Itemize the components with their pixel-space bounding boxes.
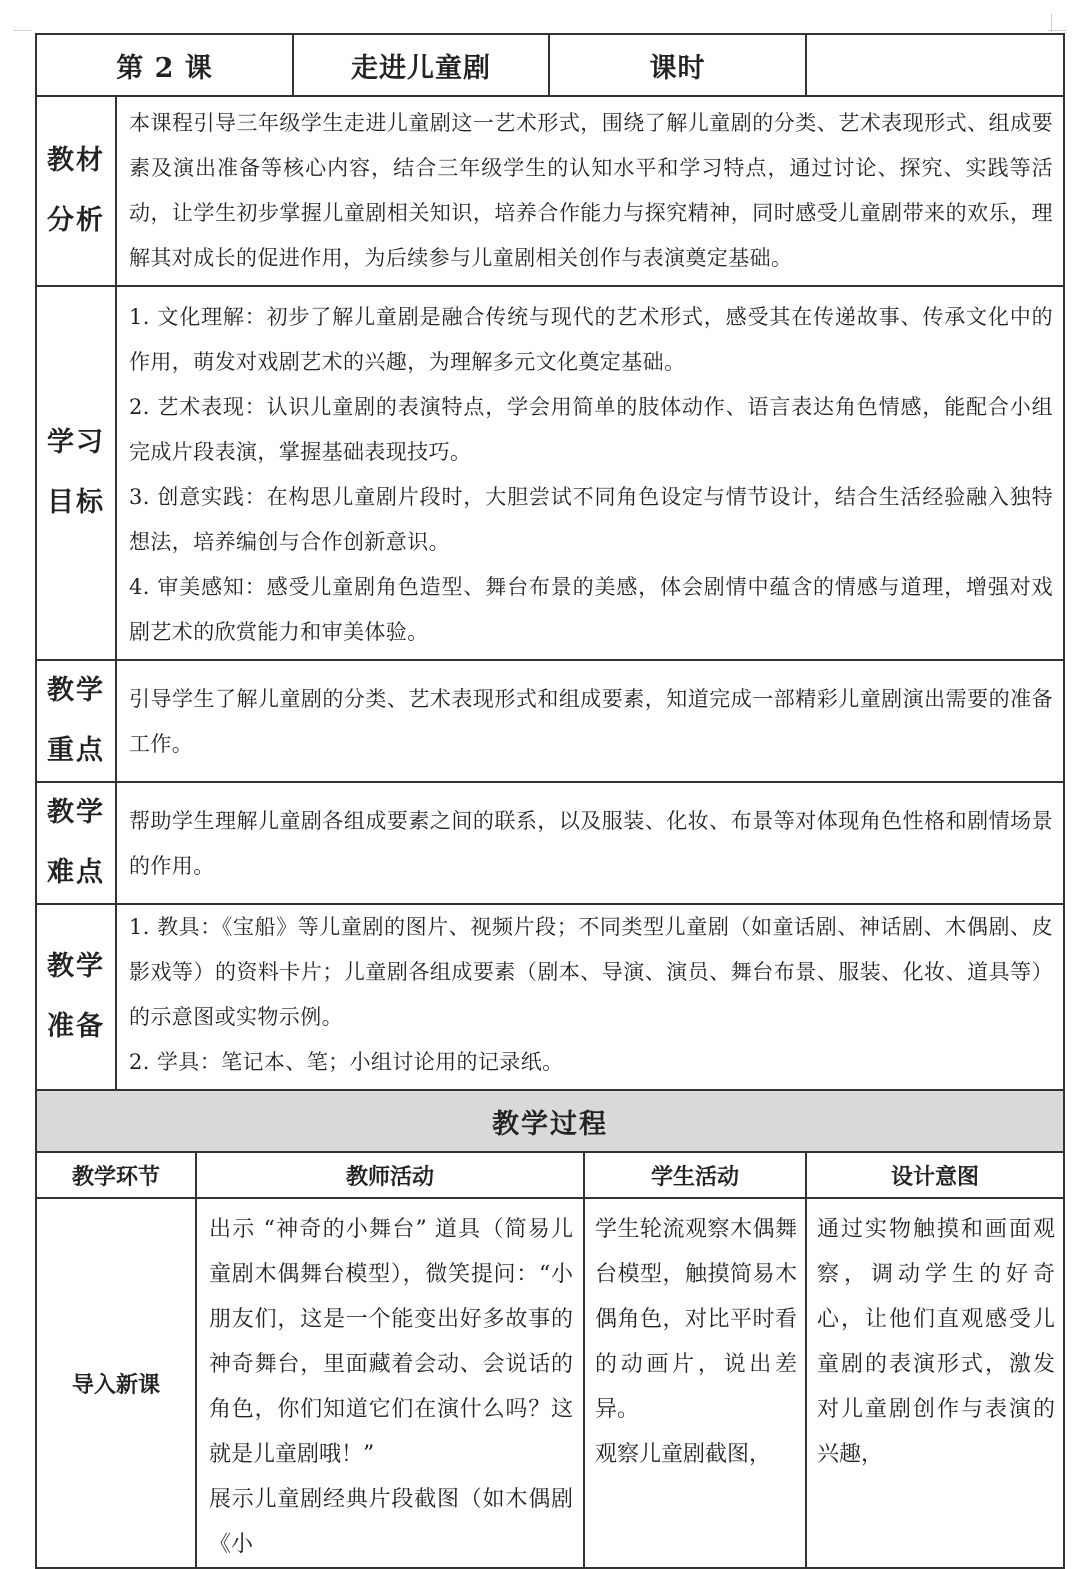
key-points-paragraph: 引导学生了解儿童剧的分类、艺术表现形式和组成要素，知道完成一部精彩儿童剧演出需要的准备工作。 bbox=[129, 687, 1054, 756]
process-stage: 导入新课 bbox=[36, 1198, 196, 1568]
analysis-paragraph: 本课程引导三年级学生走进儿童剧这一艺术形式，围绕了解儿童剧的分类、艺术表现形式、组成要素及演出准备等核心内容，结合三年级学生的认知水平和学习特点，通过讨论、探究、实践等活动，让学生初步掌握儿童剧相关知识，培养合作能力与探究精神，同时感受儿童剧带来的欢乐，理解其对成长的促进作用，为后续参与儿童剧相关创作与表演奠定基础。 bbox=[129, 111, 1054, 270]
header-row bbox=[36, 34, 1064, 96]
design-intent-paragraph: 通过实物触摸和画面观察，调动学生的好奇心，让他们直观感受儿童剧的表演形式，激发对儿童剧创作与表演的兴趣， bbox=[817, 1217, 1056, 1467]
key-points-text bbox=[116, 660, 1064, 782]
objective-item: 3. 创意实践：在构思儿童剧片段时，大胆尝试不同角色设定与情节设计，结合生活经验融入独特想法，培养编创与合作创新意识。 bbox=[129, 485, 1054, 554]
key-points-row bbox=[36, 660, 1064, 782]
teacher-activity-paragraph: 出示 “神奇的小舞台” 道具（简易儿童剧木偶舞台模型），微笑提问：“小朋友们，这是一个能变出好多故事的神奇舞台，里面藏着会动、会说话的角色，你们知道它们在演什么吗？这就是儿童剧哦！” bbox=[209, 1217, 574, 1467]
objectives-label-line1: 学习 bbox=[47, 427, 105, 458]
difficulties-row bbox=[36, 782, 1064, 904]
student-activity-paragraph: 学生轮流观察木偶舞台模型，触摸简易木偶角色，对比平时看的动画片，说出差异。 bbox=[595, 1217, 798, 1422]
difficulties-label-line2: 难点 bbox=[47, 857, 105, 888]
preparation-label-line2: 准备 bbox=[47, 1011, 105, 1042]
difficulties-paragraph: 帮助学生理解儿童剧各组成要素之间的联系，以及服装、化妆、布景等对体现角色性格和剧情场景的作用。 bbox=[129, 809, 1054, 878]
analysis-row bbox=[36, 96, 1064, 286]
objective-item: 1. 文化理解：初步了解儿童剧是融合传统与现代的艺术形式，感受其在传递故事、传承文化中的作用，萌发对戏剧艺术的兴趣，为理解多元文化奠定基础。 bbox=[129, 305, 1054, 374]
lesson-title: 走进儿童剧 bbox=[293, 34, 549, 96]
preparation-text bbox=[116, 904, 1064, 1090]
page-corner-mark-right-vertical bbox=[1051, 14, 1052, 32]
process-column-headers bbox=[36, 1152, 1064, 1198]
teacher-activity-paragraph: 展示儿童剧经典片段截图（如木偶剧《小 bbox=[209, 1487, 574, 1557]
objectives-text bbox=[116, 286, 1064, 660]
analysis-text bbox=[116, 96, 1064, 286]
difficulties-label-line1: 教学 bbox=[47, 797, 105, 828]
column-header-stage: 教学环节 bbox=[36, 1152, 196, 1198]
column-header-student: 学生活动 bbox=[584, 1152, 806, 1198]
preparation-label-line1: 教学 bbox=[47, 951, 105, 982]
objective-item: 2. 艺术表现：认识儿童剧的表演特点，学会用简单的肢体动作、语言表达角色情感，能配合小组完成片段表演，掌握基础表现技巧。 bbox=[129, 395, 1054, 464]
column-header-teacher: 教师活动 bbox=[196, 1152, 584, 1198]
analysis-label-line2: 分析 bbox=[47, 205, 105, 236]
preparation-item: 2. 学具：笔记本、笔；小组讨论用的记录纸。 bbox=[129, 1050, 564, 1074]
process-title: 教学过程 bbox=[36, 1090, 1064, 1152]
page-corner-mark-left bbox=[14, 30, 32, 31]
design-intent bbox=[806, 1198, 1064, 1568]
page-top-edge bbox=[0, 0, 1080, 34]
objective-item: 4. 审美感知：感受儿童剧角色造型、舞台布景的美感，体会剧情中蕴含的情感与道理，增强对戏剧艺术的欣赏能力和审美体验。 bbox=[129, 575, 1054, 644]
difficulties-label bbox=[36, 782, 116, 904]
student-activity bbox=[584, 1198, 806, 1568]
teacher-activity bbox=[196, 1198, 584, 1568]
period-value bbox=[806, 34, 1064, 96]
objectives-label bbox=[36, 286, 116, 660]
preparation-item: 1. 教具：《宝船》等儿童剧的图片、视频片段；不同类型儿童剧（如童话剧、神话剧、木偶剧、皮影戏等）的资料卡片；儿童剧各组成要素（剧本、导演、演员、舞台布景、服装、化妆、道具等）的示意图或实物示例。 bbox=[129, 915, 1054, 1029]
period-label: 课时 bbox=[549, 34, 806, 96]
analysis-label-line1: 教材 bbox=[47, 145, 105, 176]
objectives-row bbox=[36, 286, 1064, 660]
preparation-label bbox=[36, 904, 116, 1090]
difficulties-text bbox=[116, 782, 1064, 904]
student-activity-paragraph: 观察儿童剧截图， bbox=[595, 1442, 772, 1467]
key-points-label bbox=[36, 660, 116, 782]
preparation-row bbox=[36, 904, 1064, 1090]
key-points-label-line1: 教学 bbox=[47, 675, 105, 706]
lesson-number: 第 2 课 bbox=[36, 34, 293, 96]
lesson-plan-table bbox=[35, 33, 1065, 1569]
objectives-label-line2: 目标 bbox=[47, 487, 105, 518]
process-title-row bbox=[36, 1090, 1064, 1152]
process-row bbox=[36, 1198, 1064, 1568]
key-points-label-line2: 重点 bbox=[47, 735, 105, 766]
analysis-label bbox=[36, 96, 116, 286]
column-header-intent: 设计意图 bbox=[806, 1152, 1064, 1198]
